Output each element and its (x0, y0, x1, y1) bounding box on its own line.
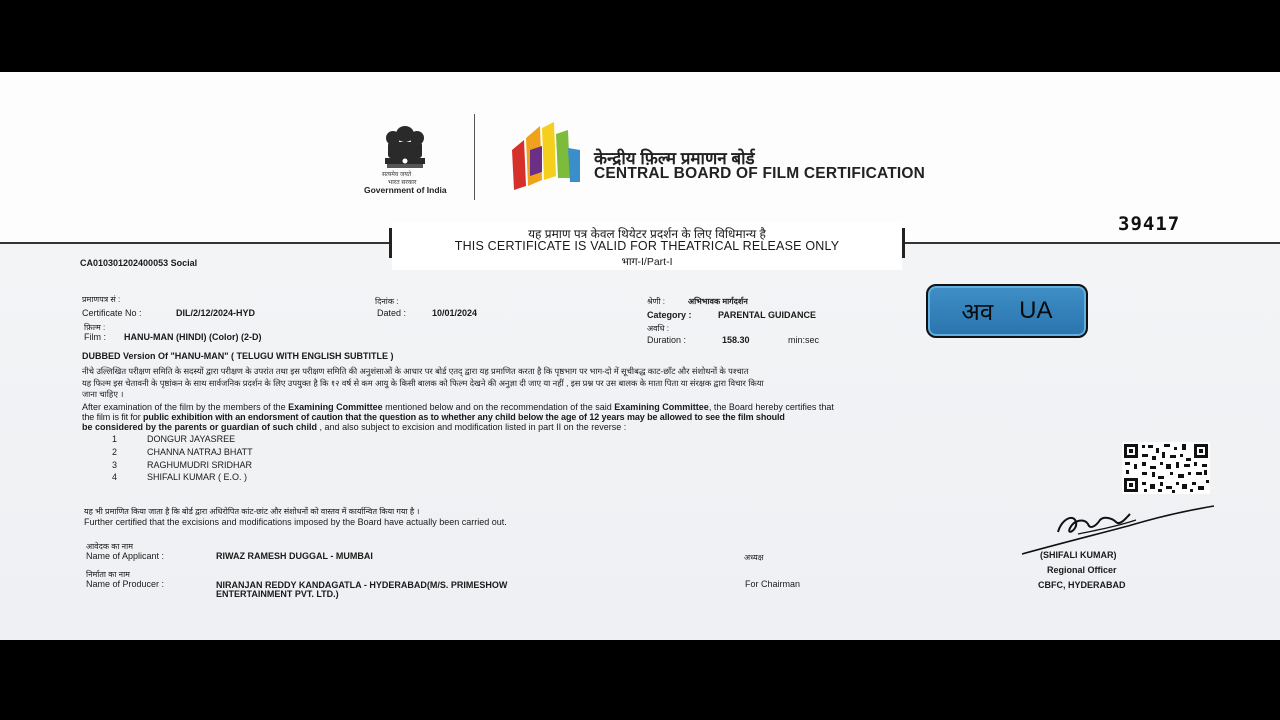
further-certified-english: Further certified that the excisions and modifications imposed by the Board have actually been carried out. (84, 517, 507, 527)
certificate-paper (0, 72, 1280, 640)
band-line-right (902, 242, 1280, 244)
serial-number: 39417 (1118, 213, 1181, 235)
duration-unit: min:sec (788, 335, 820, 345)
category-label-hindi: श्रेणी : (647, 297, 665, 306)
para-text: mentioned below and on the recommendation of the said (382, 402, 615, 412)
hindi-paragraph-line-2: यह फिल्म इस चेतावनी के पृष्ठांकन के साथ सार्वजनिक प्रदर्शन के लिए उपयुक्त है कि १२ वर्ष से कम आयु के किसी बालक को फिल्म देखने की अनुज्ञा दी जाए या नहीं , इस प्रश्न पर उस बालक के माता पिता या संरक्षक द्वारा विचार किया (82, 378, 764, 388)
header-divider (474, 114, 475, 200)
emblem-motto: सत्यमेव जयते (382, 172, 412, 178)
duration-label-hindi: अवधि : (647, 324, 669, 333)
category-label: Category : (647, 310, 692, 320)
para-bold-guardian: be considered by the parents or guardian of such child (82, 422, 318, 432)
board-name-hindi: केन्द्रीय फ़िल्म प्रमाणन बोर्ड (594, 149, 755, 168)
para-bold-committee: Examining Committee (614, 402, 709, 412)
reference-code: CA010301202400053 Social (80, 258, 198, 268)
rating-hindi: अव (961, 298, 994, 326)
ua-rating-badge (926, 284, 1088, 338)
para-text: , and also subject to excision and modification listed in part II on the reverse : (317, 422, 627, 432)
producer-label-hindi: निर्माता का नाम (86, 570, 130, 579)
film-label-hindi: फ़िल्म : (84, 323, 106, 332)
producer-label: Name of Producer : (86, 579, 165, 589)
committee-member-2: CHANNA NATRAJ BHATT (147, 447, 253, 457)
committee-num-3: 3 (112, 460, 118, 470)
producer-value-line-1: NIRANJAN REDDY KANDAGATLA - HYDERABAD(M/S. PRIMESHOW (216, 580, 508, 590)
english-paragraph-line-3 (82, 422, 626, 433)
certificate-no-label-hindi: प्रमाणपत्र सं : (82, 295, 121, 304)
rating-english: UA (1019, 297, 1053, 324)
applicant-value: RIWAZ RAMESH DUGGAL - MUMBAI (216, 551, 373, 561)
signatory-title: Regional Officer (1047, 565, 1117, 575)
english-paragraph-line-1 (82, 402, 834, 413)
dubbed-version-note: DUBBED Version Of "HANU-MAN" ( TELUGU WITH ENGLISH SUBTITLE ) (82, 351, 394, 361)
category-value-hindi: अभिभावक मार्गदर्शन (688, 297, 748, 306)
hindi-paragraph-line-3: जाना चाहिए । (82, 389, 124, 399)
para-text: , the Board hereby certifies that (708, 402, 834, 412)
emblem-hindi-text: भारत सरकार (388, 180, 417, 186)
committee-num-1: 1 (112, 434, 118, 444)
band-bracket-right (902, 228, 905, 258)
duration-value: 158.30 (722, 335, 750, 345)
certificate-no-label: Certificate No : (82, 308, 142, 318)
date-label: Dated : (377, 308, 407, 318)
para-bold-committee: Examining Committee (288, 402, 383, 412)
committee-num-4: 4 (112, 472, 118, 482)
further-certified-hindi: यह भी प्रमाणित किया जाता है कि बोर्ड द्वारा अधिरोपित कांट-छांट और संशोधनों को वास्तव में कार्यान्वित किया गया है । (84, 507, 420, 516)
signatory-office: CBFC, HYDERABAD (1038, 580, 1126, 590)
committee-member-3: RAGHUMUDRI SRIDHAR (147, 460, 253, 470)
validity-text-english: THIS CERTIFICATE IS VALID FOR THEATRICAL RELEASE ONLY (454, 239, 840, 253)
certificate-no-value: DIL/2/12/2024-HYD (176, 308, 256, 318)
part-label: भाग-I/Part-I (621, 256, 673, 268)
committee-num-2: 2 (112, 447, 118, 457)
producer-value-line-2: ENTERTAINMENT PVT. LTD.) (216, 589, 339, 599)
committee-member-1: DONGUR JAYASREE (147, 434, 236, 444)
film-value: HANU-MAN (HINDI) (Color) (2-D) (124, 332, 262, 342)
date-label-hindi: दिनांक : (375, 297, 399, 306)
date-value: 10/01/2024 (432, 308, 478, 318)
applicant-label-hindi: आवेदक का नाम (86, 542, 133, 551)
category-value: PARENTAL GUIDANCE (718, 310, 817, 320)
hindi-paragraph-line-1: नीचे उल्लिखित परीक्षण समिति के सदस्यों द्वारा परीक्षण के उपरांत तथा इस परीक्षण समिति की अनुशंसाओं के आधार पर बोर्ड एतद् द्वारा यह प्रमाणित करता है कि पृष्ठभाग पर भाग-दो में सूचीबद्ध काट-छाँट और संशोधनों के पश्चात (82, 366, 749, 376)
qr-code-icon (1122, 442, 1210, 494)
board-name-english: CENTRAL BOARD OF FILM CERTIFICATION (594, 165, 926, 182)
government-of-india-label: Government of India (364, 185, 447, 195)
film-label: Film : (84, 332, 106, 342)
validity-text-hindi: यह प्रमाण पत्र केवल थियेटर प्रदर्शन के लिए विधिमान्य है (528, 227, 766, 241)
band-line-left (0, 242, 392, 244)
duration-label: Duration : (647, 335, 687, 345)
para-text: After examination of the film by the members of the (82, 402, 289, 412)
cbfc-logo-icon (508, 120, 586, 194)
chairman-label-hindi: अध्यक्ष (744, 553, 764, 562)
para-text: the film is fit for (82, 412, 144, 422)
applicant-label: Name of Applicant : (86, 551, 165, 561)
english-paragraph-line-2 (82, 412, 785, 423)
signatory-name: (SHIFALI KUMAR) (1040, 550, 1117, 560)
para-bold-caution: public exhibition with an endorsment of caution that the question as to whether any child below the age of 12 years may be allowed to see the film should (143, 412, 785, 422)
committee-member-4: SHIFALI KUMAR ( E.O. ) (147, 472, 248, 482)
for-chairman-label: For Chairman (745, 579, 801, 589)
